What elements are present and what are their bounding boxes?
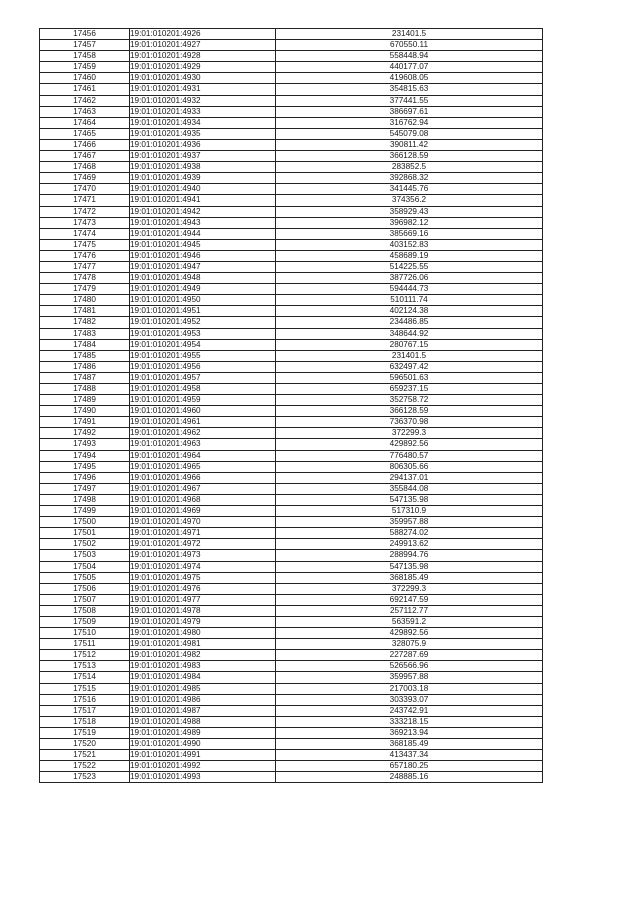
cadastral-value-cell: 249913.62 [276,539,543,550]
table-row [40,605,543,616]
row-number-cell: 17484 [40,339,130,350]
cadastral-number-cell: 19:01:010201:4947 [130,261,276,272]
table-row [40,694,543,705]
cadastral-number-cell: 19:01:010201:4934 [130,117,276,128]
cadastral-number-cell: 19:01:010201:4930 [130,73,276,84]
row-number-cell: 17488 [40,384,130,395]
table-row [40,450,543,461]
cadastral-value-cell: 385669.16 [276,228,543,239]
table-row [40,40,543,51]
row-number-cell: 17491 [40,417,130,428]
table-row [40,395,543,406]
cadastral-value-cell: 545079.08 [276,128,543,139]
cadastral-value-cell: 510111.74 [276,295,543,306]
cadastral-number-cell: 19:01:010201:4938 [130,162,276,173]
cadastral-value-cell: 419608.05 [276,73,543,84]
table-row [40,506,543,517]
table-row [40,661,543,672]
table-row [40,128,543,139]
row-number-cell: 17468 [40,162,130,173]
cadastral-number-cell: 19:01:010201:4929 [130,62,276,73]
row-number-cell: 17482 [40,317,130,328]
table-row [40,727,543,738]
table-row [40,162,543,173]
row-number-cell: 17492 [40,428,130,439]
row-number-cell: 17489 [40,395,130,406]
cadastral-number-cell: 19:01:010201:4957 [130,372,276,383]
table-row [40,195,543,206]
cadastral-value-cell: 526566.96 [276,661,543,672]
cadastral-value-cell: 377441.55 [276,95,543,106]
row-number-cell: 17462 [40,95,130,106]
cadastral-number-cell: 19:01:010201:4940 [130,184,276,195]
row-number-cell: 17506 [40,583,130,594]
cadastral-number-cell: 19:01:010201:4964 [130,450,276,461]
row-number-cell: 17467 [40,151,130,162]
row-number-cell: 17474 [40,228,130,239]
cadastral-value-cell: 514225.55 [276,261,543,272]
cadastral-value-cell: 358929.43 [276,206,543,217]
row-number-cell: 17481 [40,306,130,317]
cadastral-number-cell: 19:01:010201:4989 [130,727,276,738]
cadastral-value-cell: 659237.15 [276,384,543,395]
row-number-cell: 17485 [40,350,130,361]
row-number-cell: 17498 [40,494,130,505]
table-row [40,561,543,572]
cadastral-number-cell: 19:01:010201:4954 [130,339,276,350]
cadastral-value-cell: 386697.61 [276,106,543,117]
cadastral-value-cell: 736370.98 [276,417,543,428]
cadastral-number-cell: 19:01:010201:4991 [130,750,276,761]
cadastral-number-cell: 19:01:010201:4951 [130,306,276,317]
table-row [40,483,543,494]
table-row [40,106,543,117]
cadastral-number-cell: 19:01:010201:4968 [130,494,276,505]
table-row [40,173,543,184]
cadastral-value-cell: 403152.83 [276,239,543,250]
cadastral-value-cell: 547135.98 [276,561,543,572]
cadastral-number-cell: 19:01:010201:4952 [130,317,276,328]
cadastral-number-cell: 19:01:010201:4960 [130,406,276,417]
table-row [40,328,543,339]
cadastral-number-cell: 19:01:010201:4982 [130,650,276,661]
table-row [40,339,543,350]
cadastral-value-cell: 227287.69 [276,650,543,661]
row-number-cell: 17471 [40,195,130,206]
cadastral-number-cell: 19:01:010201:4942 [130,206,276,217]
cadastral-value-cell: 333218.15 [276,716,543,727]
cadastral-value-cell: 257112.77 [276,605,543,616]
cadastral-number-cell: 19:01:010201:4985 [130,683,276,694]
cadastral-value-cell: 517310.9 [276,506,543,517]
cadastral-number-cell: 19:01:010201:4986 [130,694,276,705]
table-row [40,151,543,162]
row-number-cell: 17501 [40,528,130,539]
cadastral-value-cell: 392868.32 [276,173,543,184]
table-row [40,417,543,428]
row-number-cell: 17515 [40,683,130,694]
row-number-cell: 17483 [40,328,130,339]
cadastral-value-cell: 429892.56 [276,439,543,450]
row-number-cell: 17516 [40,694,130,705]
cadastral-number-cell: 19:01:010201:4927 [130,40,276,51]
row-number-cell: 17511 [40,639,130,650]
cadastral-value-cell: 396982.12 [276,217,543,228]
cadastral-value-cell: 316762.94 [276,117,543,128]
cadastral-number-cell: 19:01:010201:4928 [130,51,276,62]
cadastral-value-cell: 366128.59 [276,406,543,417]
table-row [40,528,543,539]
row-number-cell: 17456 [40,29,130,40]
cadastral-number-cell: 19:01:010201:4939 [130,173,276,184]
row-number-cell: 17520 [40,739,130,750]
row-number-cell: 17494 [40,450,130,461]
cadastral-number-cell: 19:01:010201:4943 [130,217,276,228]
cadastral-number-cell: 19:01:010201:4967 [130,483,276,494]
cadastral-value-cell: 547135.98 [276,494,543,505]
cadastral-number-cell: 19:01:010201:4983 [130,661,276,672]
cadastral-value-cell: 372299.3 [276,583,543,594]
table-row [40,361,543,372]
table-row [40,350,543,361]
cadastral-number-cell: 19:01:010201:4971 [130,528,276,539]
table-row [40,317,543,328]
table-row [40,250,543,261]
row-number-cell: 17495 [40,461,130,472]
cadastral-number-cell: 19:01:010201:4935 [130,128,276,139]
table-row [40,29,543,40]
table-row [40,228,543,239]
table-row [40,284,543,295]
row-number-cell: 17472 [40,206,130,217]
cadastral-number-cell: 19:01:010201:4944 [130,228,276,239]
cadastral-value-cell: 390811.42 [276,139,543,150]
row-number-cell: 17473 [40,217,130,228]
row-number-cell: 17518 [40,716,130,727]
cadastral-number-cell: 19:01:010201:4950 [130,295,276,306]
table-row [40,51,543,62]
row-number-cell: 17514 [40,672,130,683]
cadastral-number-cell: 19:01:010201:4979 [130,616,276,627]
cadastral-value-cell: 355844.08 [276,483,543,494]
table-row [40,428,543,439]
table-row [40,406,543,417]
cadastral-value-cell: 458689.19 [276,250,543,261]
cadastral-value-cell: 359957.88 [276,672,543,683]
table-row [40,295,543,306]
cadastral-value-cell: 776480.57 [276,450,543,461]
row-number-cell: 17503 [40,550,130,561]
row-number-cell: 17512 [40,650,130,661]
row-number-cell: 17505 [40,572,130,583]
row-number-cell: 17522 [40,761,130,772]
cadastral-number-cell: 19:01:010201:4936 [130,139,276,150]
cadastral-number-cell: 19:01:010201:4977 [130,594,276,605]
cadastral-number-cell: 19:01:010201:4981 [130,639,276,650]
cadastral-number-cell: 19:01:010201:4965 [130,461,276,472]
cadastral-value-cell: 283852.5 [276,162,543,173]
row-number-cell: 17493 [40,439,130,450]
cadastral-number-cell: 19:01:010201:4961 [130,417,276,428]
cadastral-value-cell: 231401.5 [276,350,543,361]
cadastral-value-cell: 217003.18 [276,683,543,694]
cadastral-value-cell: 588274.02 [276,528,543,539]
table-row [40,616,543,627]
cadastral-value-cell: 328075.9 [276,639,543,650]
row-number-cell: 17496 [40,472,130,483]
table-row [40,117,543,128]
table-row [40,761,543,772]
cadastral-number-cell: 19:01:010201:4958 [130,384,276,395]
cadastral-number-cell: 19:01:010201:4937 [130,151,276,162]
table-row [40,539,543,550]
cadastral-number-cell: 19:01:010201:4962 [130,428,276,439]
cadastral-value-cell: 288994.76 [276,550,543,561]
cadastral-value-cell: 366128.59 [276,151,543,162]
cadastral-number-cell: 19:01:010201:4976 [130,583,276,594]
cadastral-number-cell: 19:01:010201:4974 [130,561,276,572]
cadastral-number-cell: 19:01:010201:4990 [130,739,276,750]
row-number-cell: 17465 [40,128,130,139]
cadastral-number-cell: 19:01:010201:4984 [130,672,276,683]
cadastral-value-cell: 670550.11 [276,40,543,51]
table-row [40,672,543,683]
row-number-cell: 17513 [40,661,130,672]
table-row [40,639,543,650]
cadastral-value-cell: 372299.3 [276,428,543,439]
table-row [40,461,543,472]
row-number-cell: 17500 [40,517,130,528]
row-number-cell: 17479 [40,284,130,295]
cadastral-number-cell: 19:01:010201:4932 [130,95,276,106]
row-number-cell: 17470 [40,184,130,195]
cadastral-number-cell: 19:01:010201:4931 [130,84,276,95]
table-row [40,550,543,561]
row-number-cell: 17504 [40,561,130,572]
table-row [40,472,543,483]
cadastral-number-cell: 19:01:010201:4993 [130,772,276,783]
cadastral-value-cell: 387726.06 [276,273,543,284]
row-number-cell: 17464 [40,117,130,128]
table-row [40,384,543,395]
cadastral-number-cell: 19:01:010201:4963 [130,439,276,450]
cadastral-value-cell: 413437.34 [276,750,543,761]
cadastral-value-cell: 352758.72 [276,395,543,406]
cadastral-number-cell: 19:01:010201:4966 [130,472,276,483]
cadastral-number-cell: 19:01:010201:4980 [130,628,276,639]
cadastral-number-cell: 19:01:010201:4949 [130,284,276,295]
table-row [40,772,543,783]
row-number-cell: 17460 [40,73,130,84]
table-row [40,206,543,217]
table-row [40,139,543,150]
row-number-cell: 17480 [40,295,130,306]
table-row [40,683,543,694]
cadastral-number-cell: 19:01:010201:4969 [130,506,276,517]
table-row [40,439,543,450]
cadastral-value-cell: 348644.92 [276,328,543,339]
row-number-cell: 17497 [40,483,130,494]
table-row [40,705,543,716]
cadastral-number-cell: 19:01:010201:4975 [130,572,276,583]
table-row [40,650,543,661]
cadastral-number-cell: 19:01:010201:4948 [130,273,276,284]
table-row [40,517,543,528]
table-row [40,239,543,250]
cadastral-number-cell: 19:01:010201:4972 [130,539,276,550]
cadastral-value-cell: 243742.91 [276,705,543,716]
row-number-cell: 17523 [40,772,130,783]
cadastral-value-cell: 303393.07 [276,694,543,705]
cadastral-value-cell: 234486.85 [276,317,543,328]
cadastral-number-cell: 19:01:010201:4970 [130,517,276,528]
cadastral-number-cell: 19:01:010201:4945 [130,239,276,250]
cadastral-number-cell: 19:01:010201:4978 [130,605,276,616]
table-row [40,750,543,761]
row-number-cell: 17510 [40,628,130,639]
cadastral-value-cell: 806305.66 [276,461,543,472]
row-number-cell: 17502 [40,539,130,550]
table-row [40,306,543,317]
row-number-cell: 17458 [40,51,130,62]
cadastral-number-cell: 19:01:010201:4953 [130,328,276,339]
table-row [40,84,543,95]
cadastral-value-cell: 632497.42 [276,361,543,372]
cadastral-value-cell: 692147.59 [276,594,543,605]
row-number-cell: 17461 [40,84,130,95]
cadastral-value-table [39,28,543,783]
cadastral-number-cell: 19:01:010201:4956 [130,361,276,372]
row-number-cell: 17457 [40,40,130,51]
cadastral-value-cell: 248885.16 [276,772,543,783]
cadastral-value-cell: 368185.49 [276,572,543,583]
row-number-cell: 17486 [40,361,130,372]
row-number-cell: 17521 [40,750,130,761]
row-number-cell: 17476 [40,250,130,261]
cadastral-number-cell: 19:01:010201:4955 [130,350,276,361]
cadastral-number-cell: 19:01:010201:4987 [130,705,276,716]
row-number-cell: 17477 [40,261,130,272]
row-number-cell: 17509 [40,616,130,627]
table-row [40,73,543,84]
cadastral-number-cell: 19:01:010201:4992 [130,761,276,772]
row-number-cell: 17475 [40,239,130,250]
cadastral-value-cell: 369213.94 [276,727,543,738]
table-row [40,583,543,594]
row-number-cell: 17469 [40,173,130,184]
table-row [40,184,543,195]
row-number-cell: 17517 [40,705,130,716]
table-row [40,62,543,73]
cadastral-number-cell: 19:01:010201:4973 [130,550,276,561]
table-row [40,95,543,106]
cadastral-number-cell: 19:01:010201:4988 [130,716,276,727]
table-row [40,494,543,505]
row-number-cell: 17463 [40,106,130,117]
cadastral-value-cell: 594444.73 [276,284,543,295]
cadastral-value-cell: 368185.49 [276,739,543,750]
row-number-cell: 17459 [40,62,130,73]
cadastral-value-cell: 657180.25 [276,761,543,772]
table-row [40,273,543,284]
table-row [40,594,543,605]
cadastral-value-cell: 596501.63 [276,372,543,383]
cadastral-number-cell: 19:01:010201:4959 [130,395,276,406]
cadastral-value-cell: 280767.15 [276,339,543,350]
table-row [40,372,543,383]
cadastral-value-cell: 563591.2 [276,616,543,627]
row-number-cell: 17507 [40,594,130,605]
cadastral-value-cell: 374356.2 [276,195,543,206]
cadastral-number-cell: 19:01:010201:4941 [130,195,276,206]
table-row [40,572,543,583]
cadastral-value-cell: 558448.94 [276,51,543,62]
cadastral-value-cell: 429892.56 [276,628,543,639]
table-body [40,29,543,783]
cadastral-value-cell: 354815.63 [276,84,543,95]
cadastral-value-cell: 294137.01 [276,472,543,483]
table-row [40,261,543,272]
row-number-cell: 17490 [40,406,130,417]
row-number-cell: 17519 [40,727,130,738]
cadastral-number-cell: 19:01:010201:4926 [130,29,276,40]
row-number-cell: 17478 [40,273,130,284]
cadastral-value-cell: 341445.76 [276,184,543,195]
cadastral-number-cell: 19:01:010201:4933 [130,106,276,117]
cadastral-value-cell: 231401.5 [276,29,543,40]
row-number-cell: 17487 [40,372,130,383]
table-row [40,739,543,750]
table-row [40,716,543,727]
cadastral-value-cell: 402124.38 [276,306,543,317]
row-number-cell: 17466 [40,139,130,150]
cadastral-value-cell: 359957.88 [276,517,543,528]
table-row [40,628,543,639]
table-row [40,217,543,228]
row-number-cell: 17499 [40,506,130,517]
row-number-cell: 17508 [40,605,130,616]
cadastral-value-cell: 440177.07 [276,62,543,73]
cadastral-number-cell: 19:01:010201:4946 [130,250,276,261]
